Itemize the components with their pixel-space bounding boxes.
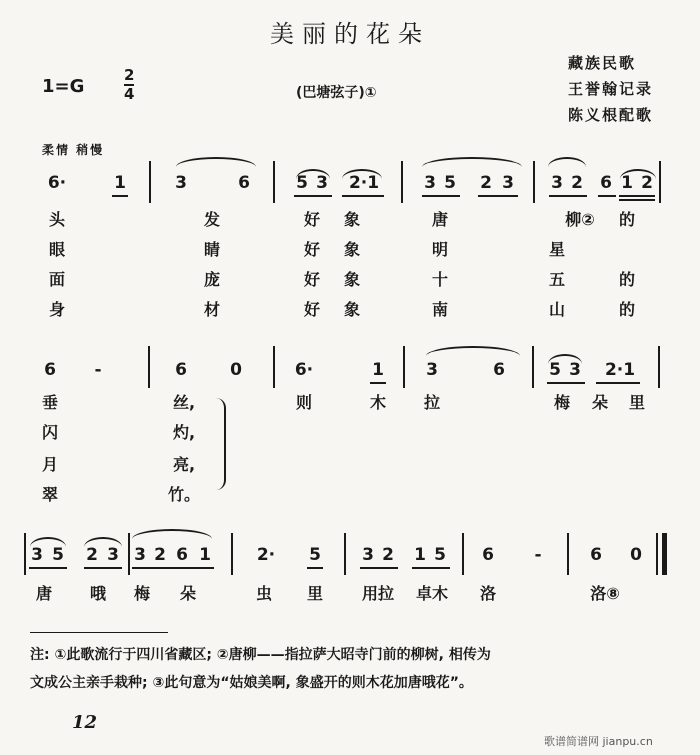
lyric: 用拉 bbox=[361, 584, 395, 603]
slur bbox=[548, 157, 586, 167]
note: - bbox=[94, 360, 102, 380]
barline bbox=[273, 161, 275, 203]
underline bbox=[412, 567, 450, 569]
barline bbox=[401, 161, 403, 203]
barline bbox=[128, 533, 130, 575]
note: 5 bbox=[549, 360, 561, 380]
lyric: 梅 bbox=[133, 584, 151, 603]
underline bbox=[294, 195, 332, 197]
note: 1 bbox=[372, 360, 384, 380]
lyric: 象 bbox=[343, 300, 361, 319]
note: 6 bbox=[482, 545, 494, 565]
time-numerator: 2 bbox=[124, 66, 135, 84]
time-denominator: 4 bbox=[124, 85, 135, 103]
lyric: 里 bbox=[628, 393, 646, 412]
note: 1 bbox=[114, 173, 126, 193]
lyric: 梅 bbox=[553, 393, 571, 412]
note: 2 bbox=[382, 545, 394, 565]
song-title: 美丽的花朵 bbox=[270, 20, 430, 48]
note: 5 bbox=[434, 545, 446, 565]
lyric: 五 bbox=[548, 270, 566, 289]
barline bbox=[656, 533, 658, 575]
note: 2 bbox=[86, 545, 98, 565]
lyric: 洛⑧ bbox=[590, 584, 620, 603]
lyric: 亮, bbox=[172, 455, 196, 474]
lyric: 则 bbox=[295, 393, 313, 412]
note: 2 bbox=[154, 545, 166, 565]
credit-recorder: 王誉翰记录 bbox=[568, 80, 654, 98]
lyric: 垂 bbox=[41, 393, 59, 412]
note: 6 bbox=[238, 173, 250, 193]
lyric: 柳② bbox=[565, 210, 595, 229]
note: 1 bbox=[414, 545, 426, 565]
footnote-line-2: 文成公主亲手栽种; ③此句意为“姑娘美啊, 象盛开的则木花加唐哦花”。 bbox=[30, 675, 473, 691]
lyric: 面 bbox=[48, 270, 66, 289]
barline bbox=[24, 533, 26, 575]
lyric: 好 bbox=[303, 240, 321, 259]
note: 5 bbox=[52, 545, 64, 565]
credit-origin: 藏族民歌 bbox=[568, 54, 637, 72]
lyric: 头 bbox=[48, 210, 66, 229]
lyric: 好 bbox=[303, 210, 321, 229]
barline bbox=[658, 346, 660, 388]
lyric: 明 bbox=[431, 240, 449, 259]
lyric: 竹。 bbox=[167, 485, 201, 504]
lyric: 庞 bbox=[203, 270, 221, 289]
lyric: 月 bbox=[41, 455, 59, 474]
lyric: 象 bbox=[343, 270, 361, 289]
note: 3 bbox=[175, 173, 187, 193]
barline bbox=[403, 346, 405, 388]
lyric: 朵 bbox=[179, 584, 197, 603]
lyric: 木 bbox=[369, 393, 387, 412]
credit-lyricist: 陈义根配歌 bbox=[568, 106, 654, 124]
barline bbox=[231, 533, 233, 575]
note: 6 bbox=[600, 173, 612, 193]
lyric: 材 bbox=[203, 300, 221, 319]
lyric: 灼, bbox=[172, 423, 196, 442]
lyric: 的 bbox=[618, 210, 636, 229]
underline bbox=[84, 567, 122, 569]
lyric: 哦 bbox=[89, 584, 107, 603]
barline bbox=[532, 346, 534, 388]
note: 2 bbox=[641, 173, 653, 193]
lyric: 拉 bbox=[423, 393, 441, 412]
note: 3 bbox=[31, 545, 43, 565]
lyric: 翠 bbox=[41, 485, 59, 504]
note: 3 bbox=[502, 173, 514, 193]
lyric: 丝, bbox=[172, 393, 196, 412]
underline bbox=[112, 195, 128, 197]
watermark: 歌谱简谱网 jianpu.cn bbox=[544, 735, 653, 748]
page-number: 12 bbox=[72, 712, 98, 733]
note: 3 bbox=[551, 173, 563, 193]
underline bbox=[549, 195, 587, 197]
lyric: 闪 bbox=[41, 423, 59, 442]
note: 6 bbox=[44, 360, 56, 380]
slur bbox=[132, 529, 212, 539]
underline bbox=[422, 195, 460, 197]
underline bbox=[596, 382, 640, 384]
tempo-marking: 柔情 稍慢 bbox=[42, 143, 105, 157]
tune-name: (巴塘弦子)① bbox=[296, 85, 377, 101]
underline bbox=[370, 382, 386, 384]
lyric: 里 bbox=[306, 584, 324, 603]
note: 6 bbox=[176, 545, 188, 565]
note: 3 bbox=[569, 360, 581, 380]
note: 3 bbox=[107, 545, 119, 565]
note: 2 bbox=[571, 173, 583, 193]
footnote-line-1: 注: ①此歌流行于四川省藏区; ②唐柳——指拉萨大昭寺门前的柳树, 相传为 bbox=[30, 647, 491, 663]
footnote-rule bbox=[30, 632, 168, 633]
note: 2·1 bbox=[604, 360, 636, 380]
note: - bbox=[534, 545, 542, 565]
underline bbox=[598, 195, 616, 197]
lyric: 十 bbox=[431, 270, 449, 289]
underline bbox=[547, 382, 585, 384]
note: 1 bbox=[199, 545, 211, 565]
barline bbox=[659, 161, 661, 203]
lyric: 南 bbox=[431, 300, 449, 319]
note: 5 bbox=[296, 173, 308, 193]
note: 5 bbox=[309, 545, 321, 565]
note: 6· bbox=[47, 173, 67, 193]
note: 5 bbox=[444, 173, 456, 193]
key-signature: 1=G bbox=[42, 76, 85, 97]
barline bbox=[533, 161, 535, 203]
barline bbox=[148, 346, 150, 388]
note: 1 bbox=[621, 173, 633, 193]
underline bbox=[619, 199, 655, 201]
lyric: 睛 bbox=[203, 240, 221, 259]
slur bbox=[426, 346, 520, 356]
final-barline bbox=[662, 533, 667, 575]
lyric: 卓木 bbox=[415, 584, 449, 603]
lyric: 的 bbox=[618, 270, 636, 289]
lyric: 身 bbox=[48, 300, 66, 319]
lyric: 象 bbox=[343, 210, 361, 229]
lyric: 洛 bbox=[479, 584, 497, 603]
underline bbox=[307, 567, 323, 569]
lyric: 的 bbox=[618, 300, 636, 319]
note: 3 bbox=[316, 173, 328, 193]
lyric: 象 bbox=[343, 240, 361, 259]
barline bbox=[149, 161, 151, 203]
lyric: 唐 bbox=[431, 210, 449, 229]
note: 3 bbox=[362, 545, 374, 565]
time-signature bbox=[124, 68, 134, 102]
underline bbox=[342, 195, 384, 197]
note: 6 bbox=[590, 545, 602, 565]
underline bbox=[478, 195, 518, 197]
note: 0 bbox=[230, 360, 242, 380]
underline bbox=[29, 567, 67, 569]
barline bbox=[567, 533, 569, 575]
lyric: 山 bbox=[548, 300, 566, 319]
note: 3 bbox=[424, 173, 436, 193]
underline bbox=[132, 567, 214, 569]
note: 6 bbox=[493, 360, 505, 380]
note: 3 bbox=[426, 360, 438, 380]
note: 3 bbox=[134, 545, 146, 565]
barline bbox=[462, 533, 464, 575]
lyric: 虫 bbox=[255, 584, 273, 603]
lyric: 眼 bbox=[48, 240, 66, 259]
note: 2 bbox=[480, 173, 492, 193]
note: 2·1 bbox=[348, 173, 380, 193]
lyric: 发 bbox=[203, 210, 221, 229]
barline bbox=[273, 346, 275, 388]
underline bbox=[360, 567, 398, 569]
slur bbox=[176, 157, 256, 167]
lyric: 唐 bbox=[35, 584, 53, 603]
note: 0 bbox=[630, 545, 642, 565]
lyric: 星 bbox=[548, 240, 566, 259]
slur bbox=[422, 157, 522, 167]
note: 6 bbox=[175, 360, 187, 380]
note: 2· bbox=[256, 545, 276, 565]
lyric: 好 bbox=[303, 300, 321, 319]
barline bbox=[344, 533, 346, 575]
lyric: 好 bbox=[303, 270, 321, 289]
verse-brace bbox=[210, 398, 226, 490]
underline bbox=[619, 195, 655, 197]
note: 6· bbox=[294, 360, 314, 380]
lyric: 朵 bbox=[591, 393, 609, 412]
